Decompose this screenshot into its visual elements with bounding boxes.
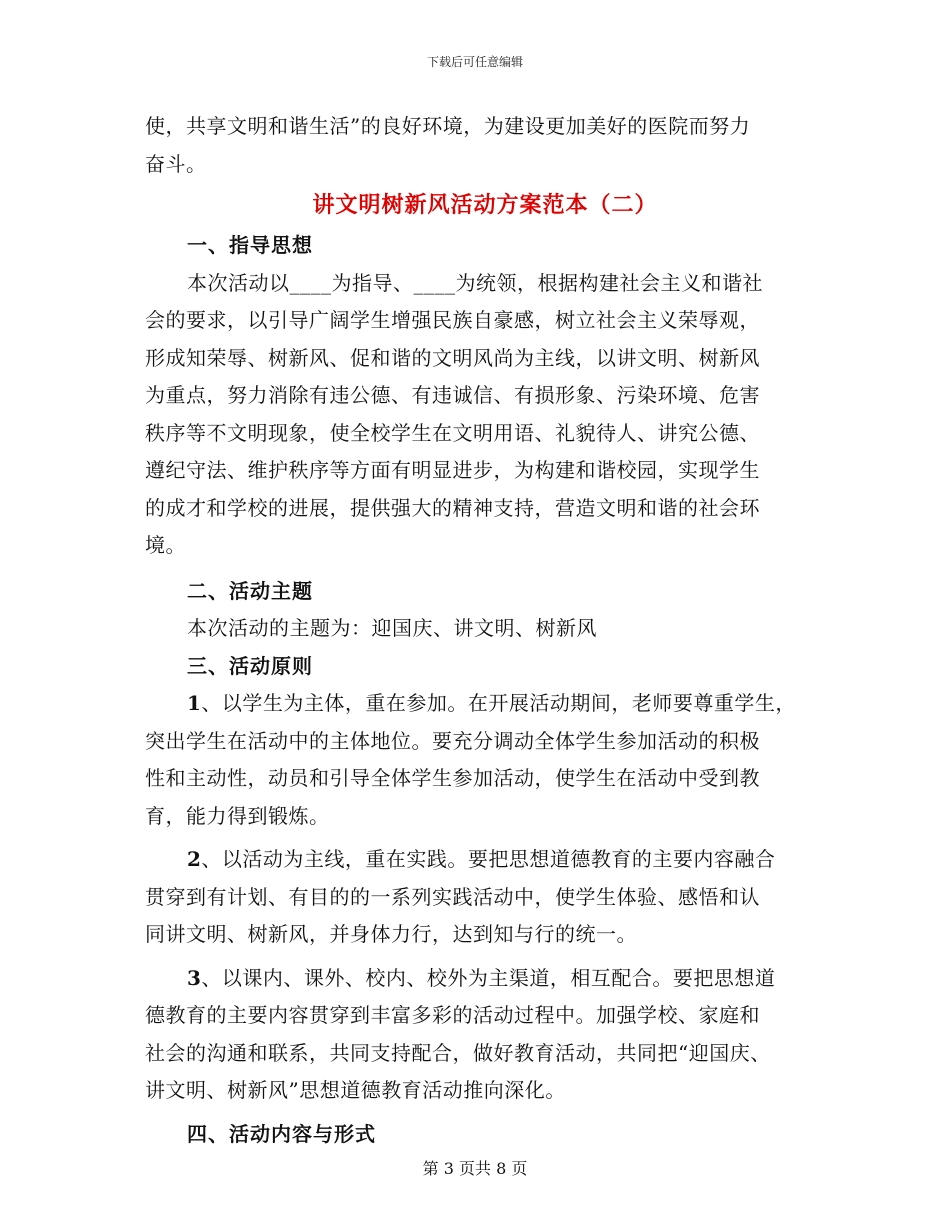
paragraph-line: 形成知荣辱、树新风、促和谐的文明风尚为主线，以讲文明、树新风 xyxy=(145,345,760,370)
paragraph-line: 德教育的主要内容贯穿到丰富多彩的活动过程中。加强学校、家庭和 xyxy=(145,1003,760,1027)
paragraph-line: 贯穿到有计划、有目的的一系列实践活动中，使学生体验、感悟和认 xyxy=(145,884,760,909)
paragraph-line: 会的要求，以引导广阔学生增强民族自豪感，树立社会主义荣辱观， xyxy=(145,308,760,332)
section-heading-guiding-ideology: 一、指导思想 xyxy=(187,233,313,257)
item-text: 、以学生为主体，重在参加。在开展活动期间，老师要尊重学生， xyxy=(201,691,796,715)
section-heading-activity-theme: 二、活动主题 xyxy=(187,578,313,603)
intro-line: 奋斗。 xyxy=(145,151,207,176)
page-footer: 第 3 页共 8 页 xyxy=(422,1159,528,1178)
paragraph-line: 本次活动的主题为：迎国庆、讲文明、树新风 xyxy=(187,616,597,640)
list-item-line xyxy=(145,960,805,998)
paragraph-line: 为重点，努力消除有违公德、有违诚信、有损形象、污染环境、危害 xyxy=(145,383,760,407)
document-body xyxy=(145,108,805,1153)
paragraph-line: 突出学生在活动中的主体地位。要充分调动全体学生参加活动的积极 xyxy=(145,728,760,753)
item-text: 、以课内、课外、校内、校外为主渠道，相互配合。要把思想道 xyxy=(201,965,776,990)
paragraph-line: 秩序等不文明现象，使全校学生在文明用语、礼貌待人、讲究公德、 xyxy=(145,420,760,445)
paragraph-line: 本次活动以____为指导、____为统领，根据构建社会主义和谐社 xyxy=(187,270,763,295)
page-header: 下载后可任意编辑 xyxy=(426,55,523,69)
document-title: 讲文明树新风活动方案范本（二） xyxy=(312,192,658,218)
item-number: 2 xyxy=(187,847,202,871)
list-item-line xyxy=(145,685,805,723)
section-heading-content-and-form: 四、活动内容与形式 xyxy=(187,1121,376,1146)
paragraph-line: 社会的沟通和联系，共同支持配合，做好教育活动，共同把“迎国庆、 xyxy=(145,1040,771,1065)
item-number: 3 xyxy=(187,965,202,990)
paragraph-line: 讲文明、树新风”思想道德教育活动推向深化。 xyxy=(145,1078,566,1102)
paragraph-line: 境。 xyxy=(145,533,186,557)
item-number: 1 xyxy=(187,691,202,715)
paragraph-line: 同讲文明、树新风，并身体力行，达到知与行的统一。 xyxy=(145,922,637,946)
item-text: 、以活动为主线，重在实践。要把思想道德教育的主要内容融合 xyxy=(201,847,776,871)
list-item-line xyxy=(145,841,805,879)
section-heading-activity-principles: 三、活动原则 xyxy=(187,653,313,678)
intro-line: 使，共享文明和谐生活”的良好环境，为建设更加美好的医院而努力 xyxy=(145,114,751,138)
paragraph-line: 的成才和学校的进展，提供强大的精神支持，营造文明和谐的社会环 xyxy=(145,495,760,520)
paragraph-line: 遵纪守法、维护秩序等方面有明显进步，为构建和谐校园，实现学生 xyxy=(145,458,760,482)
paragraph-line: 育，能力得到锻炼。 xyxy=(145,803,330,828)
paragraph-line: 性和主动性，动员和引导全体学生参加活动，使学生在活动中受到教 xyxy=(145,766,760,790)
